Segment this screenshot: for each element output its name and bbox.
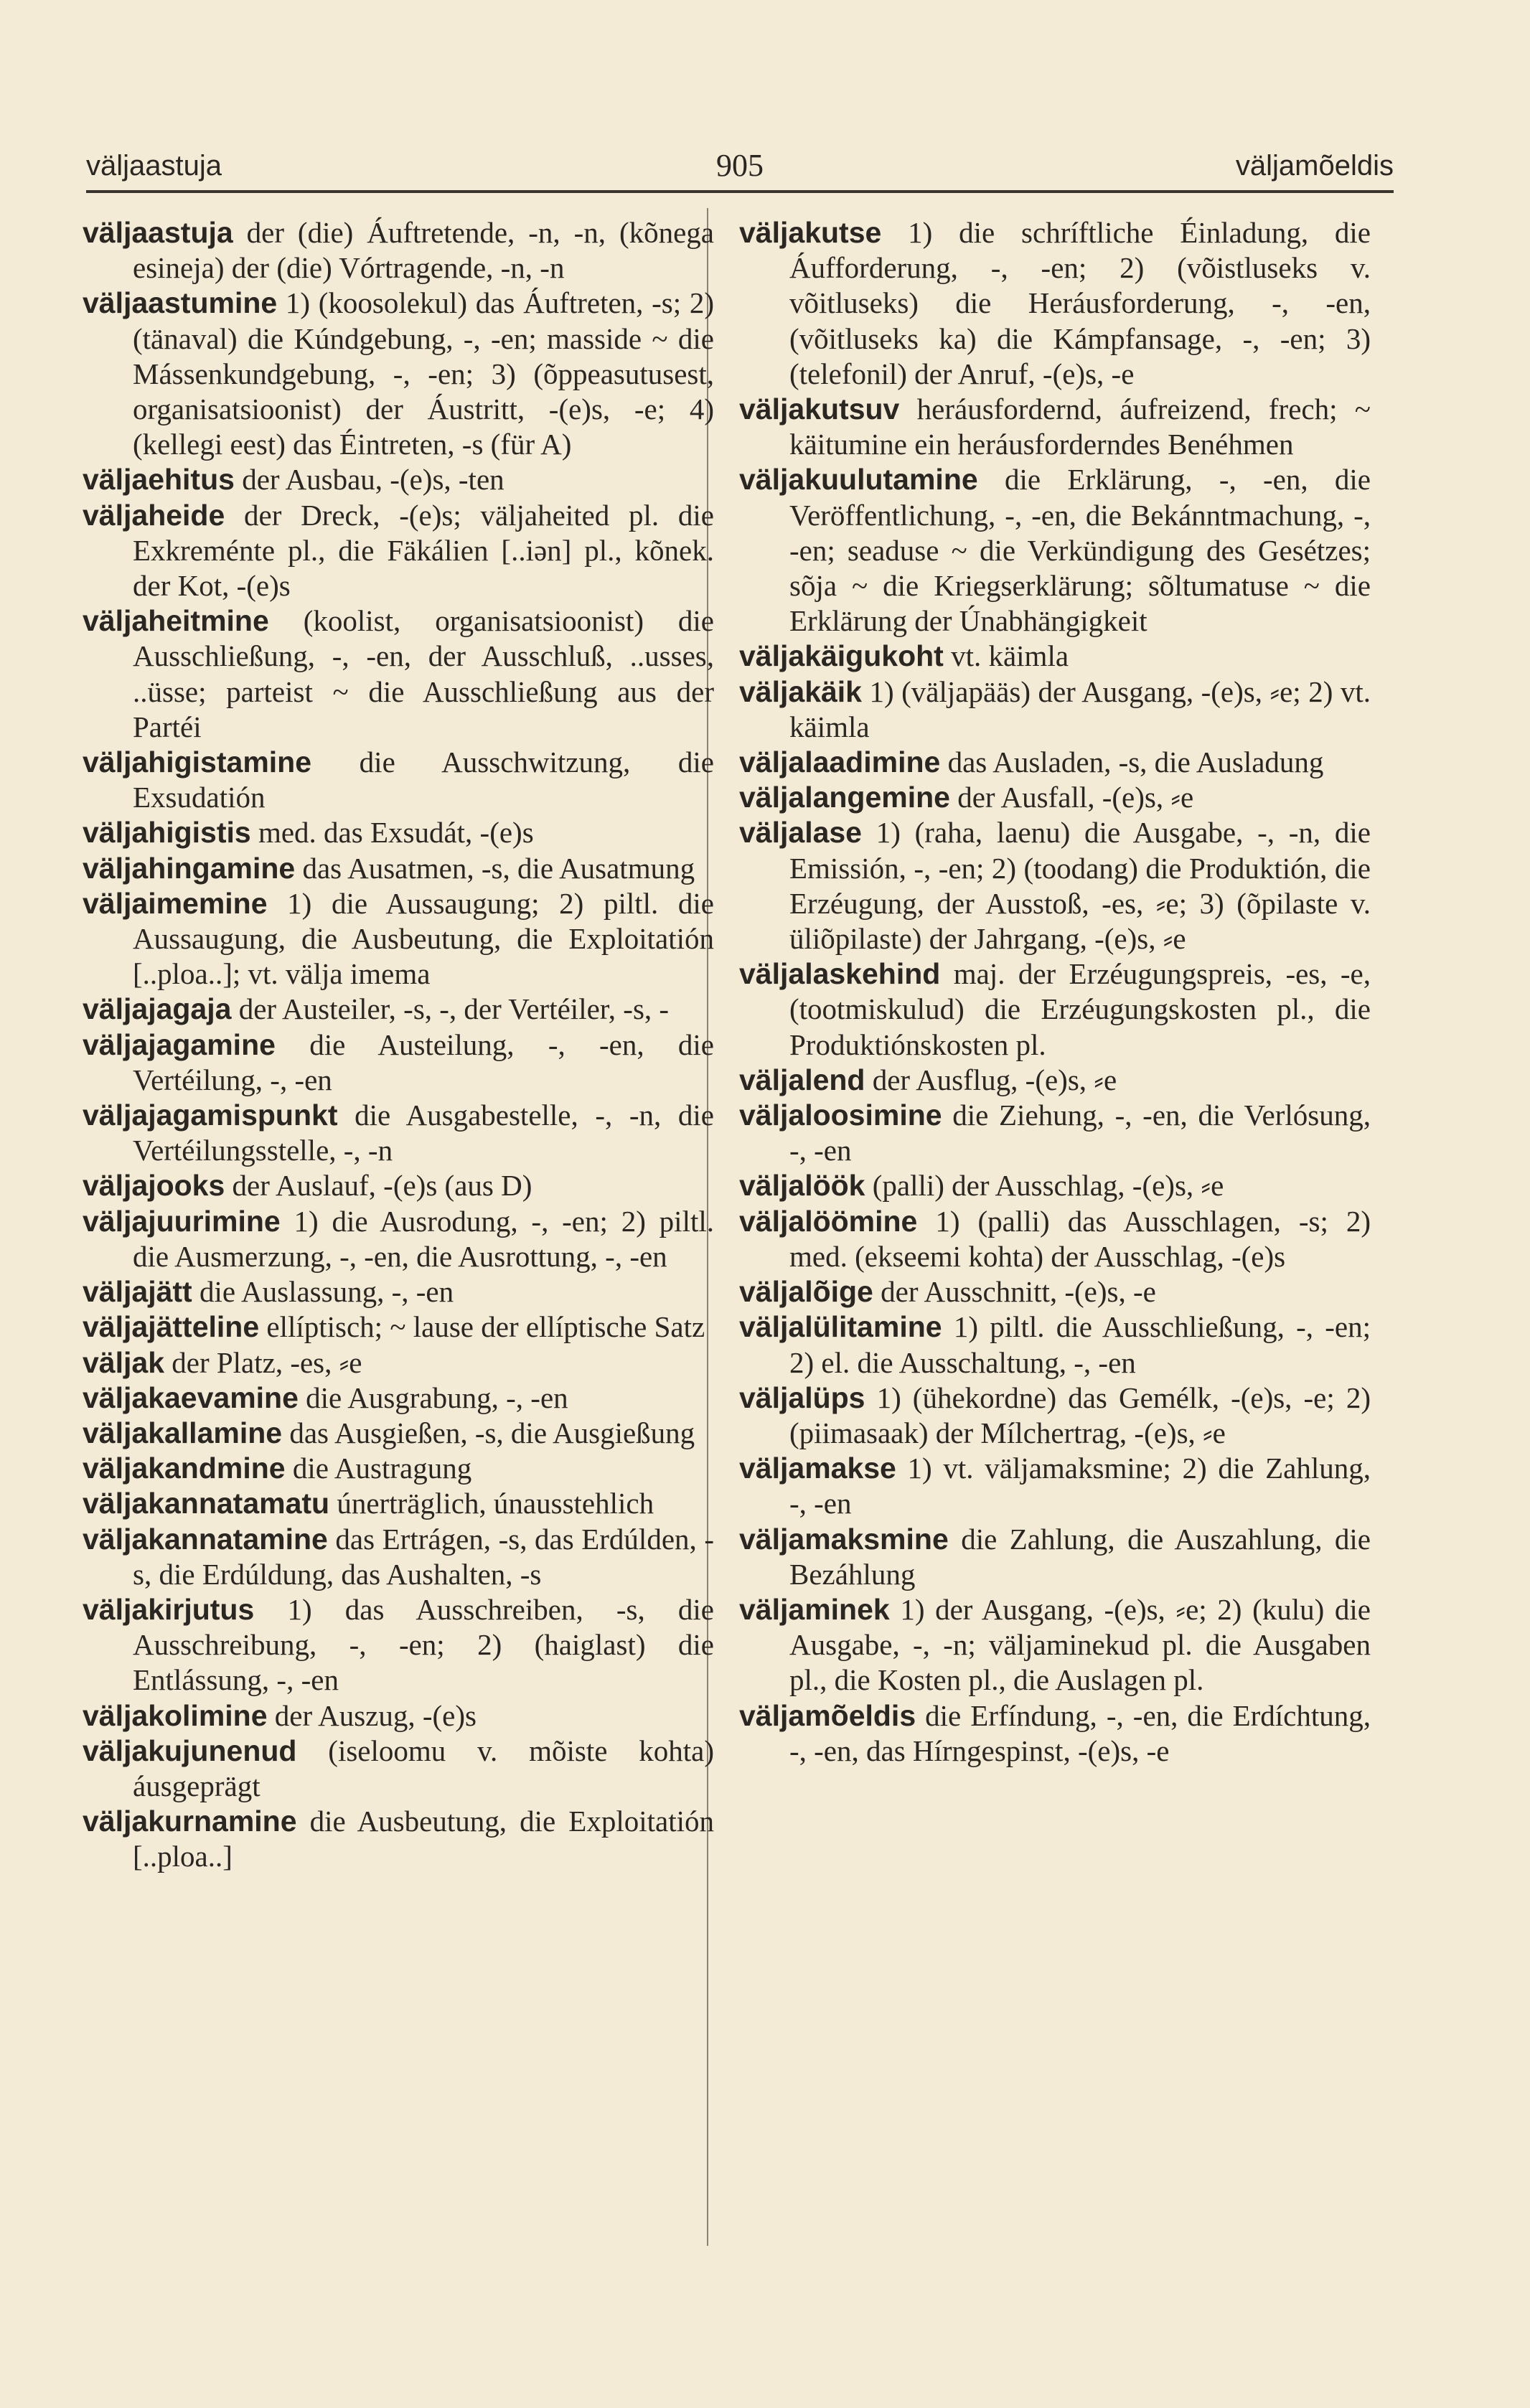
- entry-definition: die Erklärung, -, -en, die Veröffentlichung, -, -en, die Bekánntmachung, -, -en; seaduse ~ die Verkündigung des Gesétzes; sõja ~ die Kriegserklärung; sõltumatuse ~ die Erklärung der Únabhängigkeit: [789, 463, 1371, 638]
- dictionary-entry: [739, 392, 1371, 462]
- entry-headword: väljakutsuv: [739, 392, 900, 426]
- page-header: [86, 126, 1394, 193]
- dictionary-entry: [739, 215, 1371, 392]
- guide-word-left: väljaastuja: [86, 150, 222, 182]
- entry-headword: väljakolimine: [83, 1698, 268, 1732]
- entry-headword: väljaastuja: [83, 216, 233, 249]
- entry-headword: väljalangemine: [739, 781, 950, 814]
- entry-headword: väljaehitus: [83, 463, 235, 497]
- entry-headword: väljakäik: [739, 674, 862, 708]
- entry-definition: maj. der Erzéugungspreis, -es, -e, (tootmiskulud) die Erzéugungskosten pl., die Produktiónskosten pl.: [789, 957, 1371, 1061]
- dictionary-entry: [83, 1309, 714, 1345]
- dictionary-entry: [739, 745, 1371, 780]
- entry-definition: 1) vt. väljamaksmine; 2) die Zahlung, -, -en: [789, 1452, 1371, 1520]
- entry-headword: väljakaevamine: [83, 1381, 299, 1414]
- entry-definition: heráusfordernd, áufreizend, frech; ~ käitumine ein heráusforderndes Benéhmen: [789, 392, 1371, 461]
- entry-definition: 1) die Aussaugung; 2) piltl. die Aussaugung, die Ausbeutung, die Exploitatión [..ploa..]; vt. välja imema: [133, 886, 714, 991]
- entry-definition: der Ausbau, -(e)s, -ten: [234, 463, 504, 497]
- dictionary-entry: [83, 886, 714, 992]
- entry-headword: väljahigistamine: [83, 746, 312, 779]
- entry-headword: väljalend: [739, 1063, 865, 1096]
- entry-headword: väljaminek: [739, 1592, 890, 1626]
- entry-definition: das Ausgießen, -s, die Ausgießung: [282, 1416, 695, 1449]
- dictionary-entry: [83, 1416, 714, 1451]
- entry-definition: das Ausladen, -s, die Ausladung: [940, 746, 1324, 779]
- entry-definition: der Platz, -es, ⸗e: [164, 1345, 362, 1379]
- entry-headword: väljahigistis: [83, 816, 251, 850]
- dictionary-entry: [83, 1592, 714, 1698]
- entry-definition: únerträglich, únausstehlich: [329, 1487, 654, 1520]
- dictionary-entry: [739, 956, 1371, 1063]
- entry-headword: väljak: [83, 1345, 164, 1379]
- dictionary-entry: [739, 1309, 1371, 1380]
- entry-definition: der Auszug, -(e)s: [267, 1698, 477, 1732]
- left-column: [83, 215, 714, 1875]
- entry-headword: väljakutse: [739, 216, 882, 249]
- entry-headword: väljajätt: [83, 1275, 192, 1309]
- dictionary-entry: [83, 1381, 714, 1416]
- dictionary-entry: [83, 1486, 714, 1521]
- dictionary-entry: [83, 992, 714, 1027]
- dictionary-entry: [83, 1345, 714, 1381]
- dictionary-entry: [739, 1451, 1371, 1521]
- dictionary-entry: [739, 639, 1371, 674]
- entry-headword: väljalaskehind: [739, 957, 941, 991]
- entry-headword: väljaheitmine: [83, 604, 269, 638]
- entry-definition: der Dreck, -(e)s; väljaheited pl. die Exkreménte pl., die Fäkálien [..iən] pl., kõnek. der Kot, -(e)s: [133, 498, 714, 603]
- dictionary-entry: [739, 462, 1371, 639]
- entry-headword: väljaimemine: [83, 886, 268, 920]
- entry-headword: väljajooks: [83, 1169, 225, 1203]
- entry-definition: (koolist, organisatsioonist) die Ausschließung, -, -en, der Ausschluß, ..usses, ..üsse; parteist ~ die Ausschließung aus der Partéi: [133, 604, 714, 743]
- entry-headword: väljakäigukoht: [739, 639, 944, 673]
- entry-headword: väljajagaja: [83, 992, 232, 1026]
- entry-definition: der Auslauf, -(e)s (aus D): [225, 1169, 532, 1203]
- entry-definition: die Ausbeutung, die Exploitatión [..ploa..]: [133, 1805, 714, 1873]
- entry-definition: 1) (väljapääs) der Ausgang, -(e)s, ⸗e; 2) vt. käimla: [789, 674, 1371, 743]
- guide-word-right: väljamõeldis: [1235, 150, 1394, 182]
- dictionary-entry: [739, 1168, 1371, 1203]
- entry-definition: die Auslassung, -, -en: [192, 1275, 454, 1309]
- entry-definition: 1) (raha, laenu) die Ausgabe, -, -n, die Emissión, -, -en; 2) (toodang) die Produktión, die Erzéugung, der Ausstoß, -es, ⸗e; 3) (õpilaste v. üliõpilaste) der Jahrgang, -(e)s, ⸗e: [789, 816, 1371, 956]
- entry-headword: väljakandmine: [83, 1452, 286, 1485]
- entry-definition: der Ausfall, -(e)s, ⸗e: [949, 781, 1194, 814]
- entry-headword: väljakannatamatu: [83, 1487, 330, 1520]
- dictionary-entry: [739, 780, 1371, 815]
- entry-definition: der Ausschnitt, -(e)s, -e: [873, 1275, 1156, 1309]
- entry-definition: die Ausschwitzung, die Exsudatión: [133, 746, 714, 814]
- entry-headword: väljakuulutamine: [739, 463, 978, 497]
- dictionary-entry: [83, 815, 714, 850]
- entry-definition: die Austeilung, -, -en, die Vertéilung, -, -en: [133, 1027, 714, 1096]
- entry-headword: väljajuurimine: [83, 1204, 281, 1238]
- entry-headword: väljakurnamine: [83, 1805, 297, 1838]
- entry-headword: väljamõeldis: [739, 1698, 916, 1732]
- entry-definition: 1) der Ausgang, -(e)s, ⸗e; 2) (kulu) die Ausgabe, -, -n; väljaminekud pl. die Ausgaben pl., die Kosten pl., die Auslagen pl.: [789, 1592, 1371, 1697]
- entry-headword: väljakallamine: [83, 1416, 283, 1449]
- dictionary-entry: [83, 1522, 714, 1592]
- dictionary-entry: [83, 1168, 714, 1203]
- entry-headword: väljakujunenud: [83, 1734, 297, 1767]
- entry-headword: väljaastumine: [83, 286, 278, 320]
- dictionary-entry: [739, 1592, 1371, 1698]
- dictionary-entry: [83, 1804, 714, 1874]
- entry-definition: die Zahlung, die Auszahlung, die Bezáhlung: [789, 1522, 1371, 1591]
- dictionary-entry: [739, 1698, 1371, 1769]
- entry-headword: väljalöömine: [739, 1204, 918, 1238]
- entry-definition: die Ziehung, -, -en, die Verlósung, -, -en: [789, 1099, 1371, 1167]
- dictionary-entry: [83, 286, 714, 462]
- dictionary-entry: [739, 1522, 1371, 1592]
- dictionary-entry: [739, 674, 1371, 745]
- entry-definition: 1) (palli) das Ausschlagen, -s; 2) med. (ekseemi kohta) der Ausschlag, -(e)s: [789, 1204, 1371, 1273]
- entry-definition: der (die) Áuftretende, -n, -n, (kõnega esineja) der (die) Vórtragende, -n, -n: [133, 216, 714, 285]
- entry-headword: väljakirjutus: [83, 1592, 255, 1626]
- dictionary-entry: [83, 851, 714, 886]
- entry-definition: (palli) der Ausschlag, -(e)s, ⸗e: [865, 1169, 1224, 1203]
- dictionary-entry: [739, 1204, 1371, 1274]
- entry-headword: väljakannatamine: [83, 1522, 328, 1556]
- entry-definition: die Ausgabestelle, -, -n, die Vertéilungsstelle, -, -n: [133, 1099, 714, 1167]
- entry-headword: väljalaadimine: [739, 746, 941, 779]
- dictionary-entry: [83, 1698, 714, 1734]
- entry-headword: väljajagamispunkt: [83, 1099, 338, 1132]
- dictionary-entry: [83, 1274, 714, 1309]
- dictionary-entry: [739, 1274, 1371, 1309]
- entry-definition: 1) (koosolekul) das Áuftreten, -s; 2) (tänaval) die Kúndgebung, -, -en; masside ~ die Mássenkundgebung, -, -en; 3) (õppeasutusest, organisatsioonist) der Áustritt, -(e)s, -e; 4) (kellegi eest) das Éintreten, -s (für A): [133, 286, 714, 461]
- entry-definition: med. das Exsudát, -(e)s: [250, 816, 534, 850]
- dictionary-entry: [739, 1098, 1371, 1168]
- entry-definition: der Ausflug, -(e)s, ⸗e: [865, 1063, 1117, 1096]
- dictionary-entry: [83, 215, 714, 286]
- entry-headword: väljamaksmine: [739, 1522, 949, 1556]
- entry-definition: 1) (ühekordne) das Gemélk, -(e)s, -e; 2) (piimasaak) der Mílchertrag, -(e)s, ⸗e: [789, 1381, 1371, 1449]
- entry-definition: 1) piltl. die Ausschließung, -, -en; 2) el. die Ausschaltung, -, -en: [789, 1310, 1371, 1379]
- entry-definition: (iseloomu v. mõiste kohta) áusgeprägt: [133, 1734, 714, 1802]
- entry-definition: ellíptisch; ~ lause der ellíptische Satz: [259, 1310, 705, 1344]
- dictionary-entry: [83, 462, 714, 497]
- entry-definition: die Ausgrabung, -, -en: [298, 1381, 568, 1414]
- dictionary-entry: [83, 1098, 714, 1168]
- dictionary-entry: [83, 1734, 714, 1804]
- dictionary-entry: [83, 745, 714, 815]
- dictionary-entry: [739, 1063, 1371, 1098]
- right-column: [739, 215, 1371, 1769]
- entry-definition: das Ertrágen, -s, das Erdúlden, -s, die Erdúldung, das Aushalten, -s: [133, 1522, 714, 1591]
- entry-definition: der Austeiler, -s, -, der Vertéiler, -s, -: [231, 992, 670, 1026]
- entry-headword: väljahingamine: [83, 851, 296, 885]
- entry-headword: väljalõige: [739, 1275, 873, 1309]
- entry-headword: väljalüps: [739, 1381, 865, 1414]
- entry-headword: väljajätteline: [83, 1310, 260, 1344]
- entry-headword: väljalöök: [739, 1169, 865, 1203]
- dictionary-entry: [83, 1451, 714, 1486]
- entry-headword: väljajagamine: [83, 1027, 276, 1061]
- entry-headword: väljaheide: [83, 498, 225, 532]
- entry-definition: das Ausatmen, -s, die Ausatmung: [295, 851, 695, 885]
- dictionary-entry: [739, 815, 1371, 956]
- dictionary-entry: [739, 1381, 1371, 1451]
- dictionary-entry: [83, 498, 714, 604]
- entry-definition: 1) die schríftliche Éinladung, die Áufforderung, -, -en; 2) (võistluseks v. võitluseks) die Heráusforderung, -, -en, (võitluseks ka) die Kámpfansage, -, -en; 3) (telefonil) der Anruf, -(e)s, -e: [789, 216, 1371, 390]
- entry-definition: die Erfíndung, -, -en, die Erdíchtung, -, -en, das Hírngespinst, -(e)s, -e: [789, 1698, 1371, 1767]
- dictionary-entry: [83, 603, 714, 745]
- entry-headword: väljaloosimine: [739, 1099, 942, 1132]
- entry-headword: väljamakse: [739, 1452, 896, 1485]
- dictionary-entry: [83, 1027, 714, 1098]
- entry-definition: 1) das Ausschreiben, -s, die Ausschreibung, -, -en; 2) (haiglast) die Entlássung, -, -en: [133, 1592, 714, 1697]
- entry-headword: väljalülitamine: [739, 1310, 942, 1344]
- entry-headword: väljalase: [739, 816, 862, 850]
- entry-definition: vt. käimla: [943, 639, 1069, 673]
- page-number: 905: [716, 148, 764, 183]
- entry-definition: 1) die Ausrodung, -, -en; 2) piltl. die Ausmerzung, -, -en, die Ausrottung, -, -en: [133, 1204, 714, 1273]
- dictionary-entry: [83, 1204, 714, 1274]
- entry-definition: die Austragung: [285, 1452, 472, 1485]
